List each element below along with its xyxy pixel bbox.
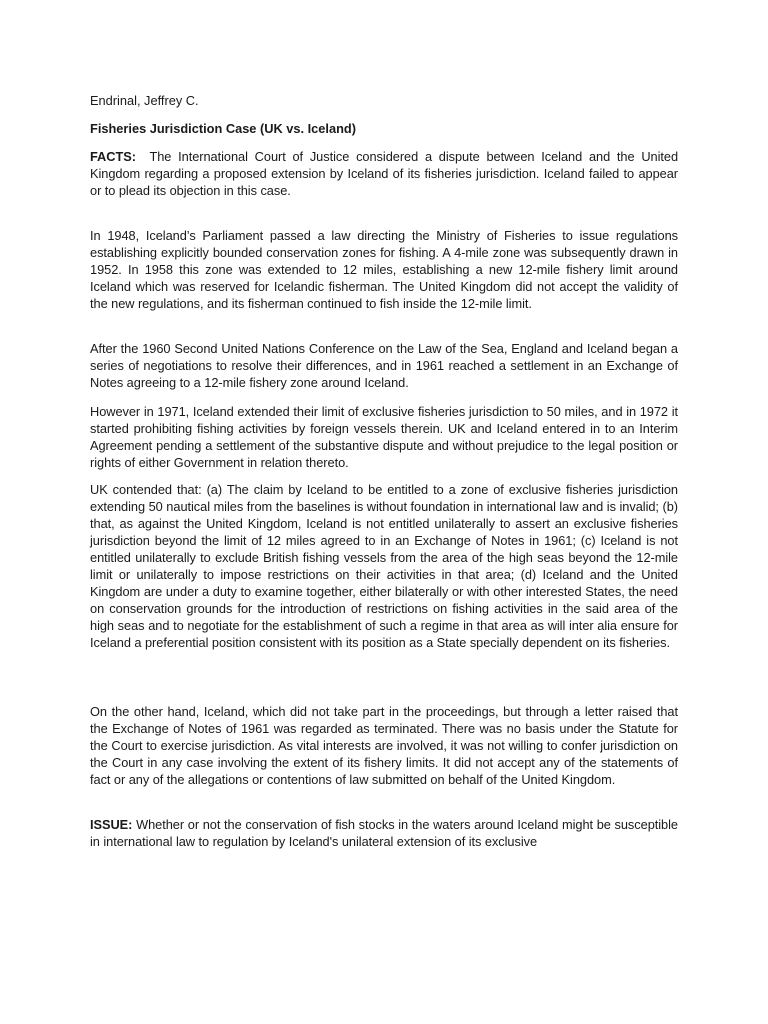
paragraph-1948: In 1948, Iceland’s Parliament passed a law directing the Ministry of Fisheries to issue regulations establishing explicitly bounded conservation zones for fishing. A 4-mile zone was subsequently drawn in 1952. In 1958 this zone was extended to 12 miles, establishing a new 12-mile fishery limit around Iceland which was reserved for Icelandic fisherman. The United Kingdom did not accept the validity of the new regulations, and its fisherman continued to fish inside the 12-mile limit. [90,228,678,311]
author-name: Endrinal, Jeffrey C. [90,93,199,108]
facts-label: FACTS: [90,149,136,164]
case-title: Fisheries Jurisdiction Case (UK vs. Iceland) [90,121,356,136]
document-page [90,92,678,850]
issue-label: ISSUE: [90,817,133,832]
paragraph-1960: After the 1960 Second United Nations Conference on the Law of the Sea, England and Iceland began a series of negotiations to resolve their differences, and in 1961 reached a settlement in an Exchange of Notes agreeing to a 12-mile fishery zone around Iceland. [90,341,678,390]
issue-paragraph [90,816,678,850]
facts-text: The International Court of Justice considered a dispute between Iceland and the United Kingdom regarding a proposed extension by Iceland of its fisheries jurisdiction. Iceland failed to appear or to plead its objection in this case. [90,149,679,198]
issue-text: Whether or not the conservation of fish stocks in the waters around Iceland might be susceptible in international law to regulation by Iceland's unilateral extension of its exclusive [90,817,678,849]
paragraph-iceland-position: On the other hand, Iceland, which did not take part in the proceedings, but through a letter raised that the Exchange of Notes of 1961 was regarded as terminated. There was no basis under the Statute for the Court to exercise jurisdiction. As vital interests are involved, it was not willing to confer jurisdiction on the Court in any case involving the extent of its fishery limits. It did not accept any of the statements of fact or any of the allegations or contentions of law submitted on behalf of the United Kingdom. [90,704,678,787]
paragraph-uk-contentions: UK contended that: (a) The claim by Iceland to be entitled to a zone of exclusive fisheries jurisdiction extending 50 nautical miles from the baselines is without foundation in international law and is invalid; (b) that, as against the United Kingdom, Iceland is not entitled unilaterally to assert an exclusive fisheries jurisdiction beyond the limit of 12 miles agreed to in an Exchange of Notes in 1961; (c) Iceland is not entitled unilaterally to exclude British fishing vessels from the area of the high seas beyond the 12-mile limit or unilaterally to impose restrictions on their activities in that area; (d) Iceland and the United Kingdom are under a duty to examine together, either bilaterally or with other interested States, the need on conservation grounds for the introduction of restrictions on fishing activities in the said area of the high seas and to negotiate for the establishment of such a regime in that area as will inter alia ensure for Iceland a preferential position consistent with its position as a State specially dependent on its fisheries. [90,482,678,650]
facts-paragraph [90,148,678,199]
paragraph-1971: However in 1971, Iceland extended their limit of exclusive fisheries jurisdiction to 50 miles, and in 1972 it started prohibiting fishing activities by foreign vessels therein. UK and Iceland entered in to an Interim Agreement pending a settlement of the substantive dispute and without prejudice to the legal position or rights of either Government in relation thereto. [90,404,678,470]
